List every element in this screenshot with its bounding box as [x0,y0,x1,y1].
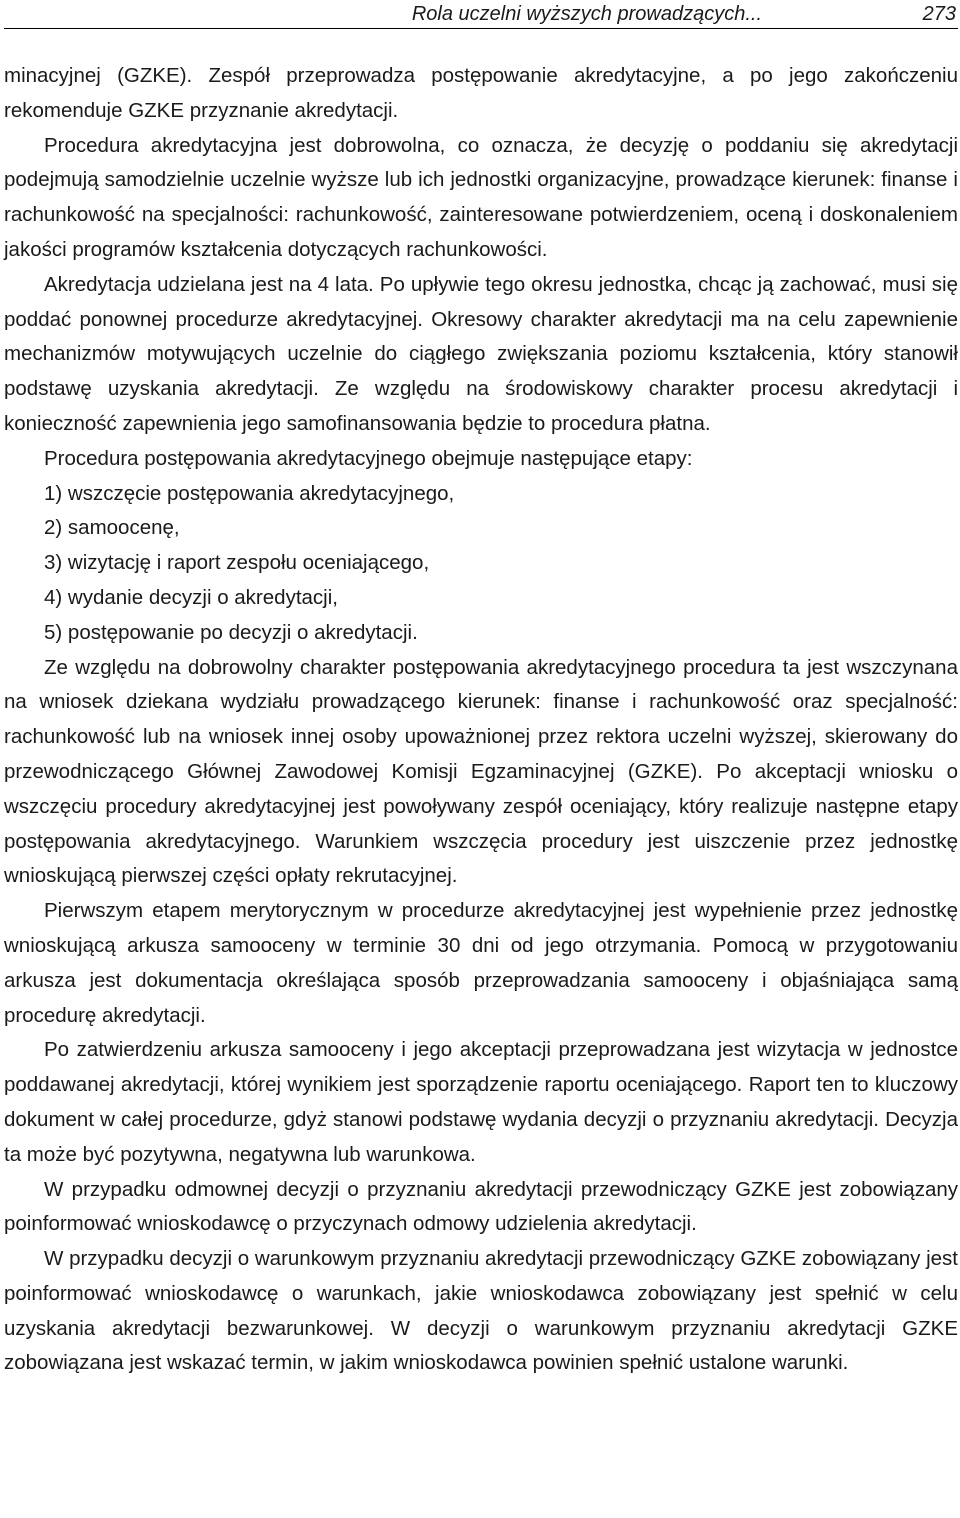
document-page [4,0,958,1381]
running-header [4,0,958,29]
body-text [4,59,958,1381]
paragraph: W przypadku decyzji o warunkowym przyznaniu akredytacji przewodniczący GZKE zobowiązany jest poinformować wnioskodawcę o warunkach, jakie wnioskodawca zobowiązany jest spełnić w celu uzyskania akredytacji bezwarunkowej. W decyzji o warunkowym przyznaniu akredytacji GZKE zobowiązana jest wskazać termin, w jakim wnioskodawca powinien spełnić ustalone warunki. [4,1247,958,1375]
paragraph: Ze względu na dobrowolny charakter postępowania akredytacyjnego procedura ta jest wszczynana na wniosek dziekana wydziału prowadzącego kierunek: finanse i rachunkowość oraz specjalność: rachunkowość lub na wniosek innej osoby upoważnionej przez rektora uczelni wyższej, skierowany do przewodniczącego Głównej Zawodowej Komisji Egzaminacyjnej (GZKE). Po akceptacji wniosku o wszczęciu procedury akredytacyjnej jest powoływany zespół oceniający, który realizuje następne etapy postępowania akredytacyjnego. Warunkiem wszczęcia procedury jest uiszczenie przez jednostkę wnioskującą pierwszej części opłaty rekrutacyjnej. [4,655,958,888]
paragraph: Procedura akredytacyjna jest dobrowolna, co oznacza, że decyzję o poddaniu się akredytacji podejmują samodzielnie uczelnie wyższe lub ich jednostki organizacyjne, prowadzące kierunek: finanse i rachunkowość na specjalności: rachunkowość, zainteresowane potwierdzeniem, oceną i doskonaleniem jakości programów kształcenia dotyczących rachunkowości. [4,133,958,261]
paragraph: Procedura postępowania akredytacyjnego obejmuje następujące etapy: [44,446,693,470]
list-item: 1) wszczęcie postępowania akredytacyjnego, [44,481,455,505]
paragraph: Po zatwierdzeniu arkusza samooceny i jego akceptacji przeprowadzana jest wizytacja w jednostce poddawanej akredytacji, której wynikiem jest sporządzenie raportu oceniającego. Raport ten to kluczowy dokument w całej procedurze, gdyż stanowi podstawę wydania decyzji o przyznaniu akredytacji. Decyzja ta może być pozytywna, negatywna lub warunkowa. [4,1038,958,1166]
paragraph: W przypadku odmownej decyzji o przyznaniu akredytacji przewodniczący GZKE jest zobowiązany poinformować wnioskodawcę o przyczynach odmowy udzielenia akredytacji. [4,1177,958,1236]
paragraph: Akredytacja udzielana jest na 4 lata. Po upływie tego okresu jednostka, chcąc ją zachować, musi się poddać ponownej procedurze akredytacyjnej. Okresowy charakter akredytacji ma na celu zapewnienie mechanizmów motywujących uczelnie do ciągłego zwiększania poziomu kształcenia, który stanowił podstawę uzyskania akredytacji. Ze względu na środowiskowy charakter procesu akredytacji i konieczność zapewnienia jego samofinansowania będzie to procedura płatna. [4,272,958,435]
paragraph: Pierwszym etapem merytorycznym w procedurze akredytacyjnej jest wypełnienie przez jednostkę wnioskującą arkusza samooceny w terminie 30 dni od jego otrzymania. Pomocą w przygotowaniu arkusza jest dokumentacja określająca sposób przeprowadzania samooceny i objaśniająca samą procedurę akredytacji. [4,899,958,1027]
list-item: 4) wydanie decyzji o akredytacji, [44,585,338,609]
paragraph-continuation: minacyjnej (GZKE). Zespół przeprowadza postępowanie akredytacyjne, a po jego zakończeniu rekomenduje GZKE przyznanie akredytacji. [4,64,958,122]
page-number: 273 [922,3,956,25]
list-item: 2) samoocenę, [44,516,180,540]
list-item: 3) wizytację i raport zespołu oceniającego, [44,551,430,575]
list-item: 5) postępowanie po decyzji o akredytacji. [44,620,418,644]
header-title: Rola uczelni wyższych prowadzących... [411,3,762,25]
